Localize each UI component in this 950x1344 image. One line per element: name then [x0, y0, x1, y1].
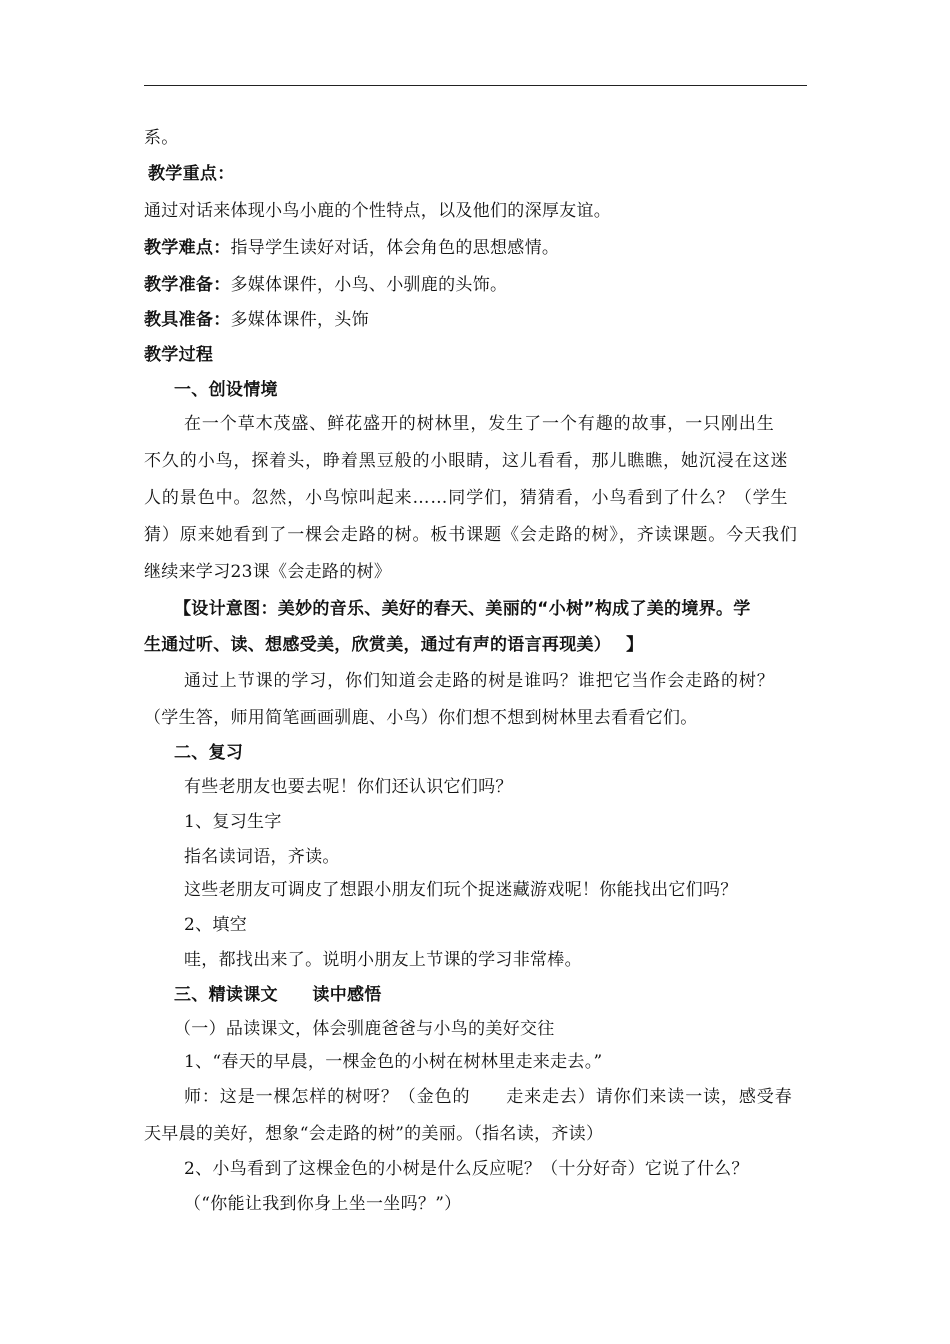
paragraph-line: 2、小鸟看到了这棵金色的小树是什么反应呢？（十分好奇）它说了什么？ [184, 1159, 749, 1179]
paragraph-line: 继续来学习23课《会走路的树》 [144, 562, 392, 582]
paragraph-line: 有些老朋友也要去呢！你们还认识它们吗？ [184, 777, 513, 797]
paragraph-line: 猜）原来她看到了一棵会走路的树。板书课题《会走路的树》，齐读课题。今天我们 [144, 525, 798, 545]
paragraph-line: 2、填空 [184, 915, 248, 935]
field-label: 教具准备： [144, 310, 231, 330]
paragraph-line: 这些老朋友可调皮了想跟小朋友们玩个捉迷藏游戏呢！你能找出它们吗？ [184, 880, 738, 900]
field-value: 多媒体课件，小鸟、小驯鹿的头饰。 [230, 275, 508, 295]
field-value: 多媒体课件，头饰 [230, 310, 369, 330]
design-intent: 生通过听、读、想感受美，欣赏美，通过有声的语言再现美） 】 [144, 635, 644, 655]
design-intent: 【设计意图：美妙的音乐、美好的春天、美丽的“小树”构成了美的境界。学 [174, 599, 751, 619]
field-label: 教学准备： [144, 275, 231, 295]
labeled-line [144, 309, 814, 331]
paragraph-line: 师：这是一棵怎样的树呀？（金色的 走来走去）请你们来读一读，感受春 [184, 1087, 793, 1107]
paragraph-line: 人的景色中。忽然，小鸟惊叫起来……同学们，猜猜看，小鸟看到了什么？（学生 [144, 488, 789, 508]
section-heading: 二、复习 [174, 743, 244, 763]
section-heading: 教学过程 [144, 345, 214, 365]
section-heading: 三、精读课文 读中感悟 [174, 985, 382, 1005]
paragraph-line: （学生答，师用简笔画画驯鹿、小鸟）你们想不想到树林里去看看它们。 [144, 708, 698, 728]
paragraph-line: 在一个草木茂盛、鲜花盛开的树林里，发生了一个有趣的故事，一只刚出生 [184, 414, 775, 434]
labeled-line [144, 237, 814, 259]
paragraph-line: 1、复习生字 [184, 812, 282, 832]
paragraph-line: 1、“春天的早晨，一棵金色的小树在树林里走来走去。” [184, 1052, 603, 1072]
paragraph-line: 通过上节课的学习，你们知道会走路的树是谁吗？谁把它当作会走路的树？ [184, 671, 775, 691]
paragraph-line: （一）品读课文，体会驯鹿爸爸与小鸟的美好交往 [174, 1019, 555, 1039]
labeled-line [144, 274, 814, 296]
paragraph-line: 哇，都找出来了。说明小朋友上节课的学习非常棒。 [184, 950, 582, 970]
paragraph-line: 不久的小鸟，探着头，睁着黑豆般的小眼睛，这儿看看，那儿瞧瞧，她沉浸在这迷 [144, 451, 789, 471]
paragraph-line: 天早晨的美好，想象“会走路的树”的美丽。（指名读，齐读） [144, 1124, 604, 1144]
section-heading: 一、创设情境 [174, 380, 278, 400]
field-label: 教学难点： [144, 238, 231, 258]
field-value: 指导学生读好对话，体会角色的思想感情。 [230, 238, 560, 258]
text-line: 系。 [144, 128, 179, 148]
text-line: 通过对话来体现小鸟小鹿的个性特点，以及他们的深厚友谊。 [144, 201, 612, 221]
paragraph-line: （“你能让我到你身上坐一坐吗？”） [184, 1194, 462, 1214]
header-rule [144, 85, 807, 86]
paragraph-line: 指名读词语，齐读。 [184, 847, 340, 867]
section-heading: 教学重点： [148, 164, 235, 184]
